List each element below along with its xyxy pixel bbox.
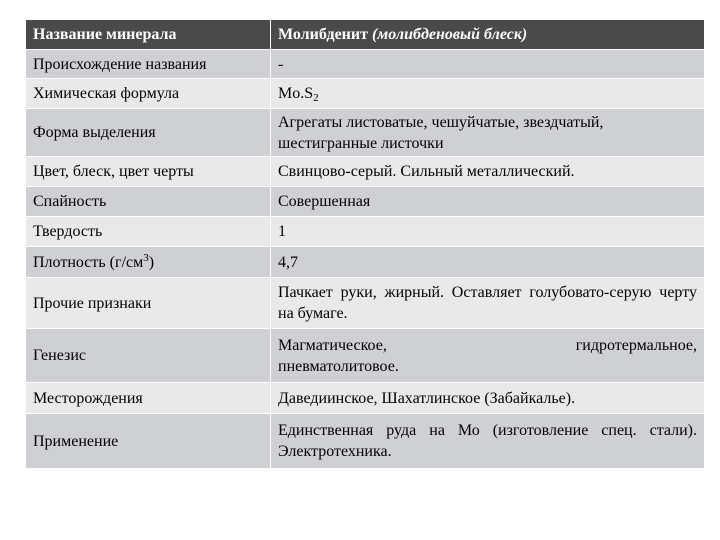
row-label: Применение [26, 414, 271, 469]
table-row [26, 79, 705, 109]
density-label: Плотность (г/см [33, 253, 144, 271]
mineral-alt-name: (молибденовый блеск) [371, 26, 528, 43]
row-value-formula [271, 79, 705, 109]
table-row [26, 247, 705, 278]
density-label-end: ) [148, 253, 155, 271]
row-label: Прочие признаки [26, 278, 271, 329]
table-row [26, 217, 705, 247]
table-row [26, 414, 705, 469]
header-cell-name-label: Название минерала [26, 20, 271, 50]
row-label: Твердость [26, 217, 271, 247]
row-label: Спайность [26, 187, 271, 217]
table-row [26, 383, 705, 414]
genesis-word: гидротермальное, [575, 336, 697, 354]
row-label-density [26, 247, 271, 278]
row-label: Генезис [26, 329, 271, 383]
table-row [26, 157, 705, 187]
row-label: Химическая формула [26, 79, 271, 109]
header-cell-mineral-name [271, 20, 705, 50]
row-value: Пачкает руки, жирный. Оставляет голубовато-серую черту на бумаге. [271, 278, 705, 329]
genesis-word: Магматическое, [278, 336, 387, 354]
row-label: Происхождение названия [26, 50, 271, 79]
row-value: Единственная руда на Мо (изготовление спец. стали). Электротехника. [271, 414, 705, 469]
mineral-table [25, 19, 705, 469]
row-value: Агрегаты листоватые, чешуйчатые, звездчатый, шестигранные листочки [271, 109, 705, 157]
table-row [26, 187, 705, 217]
table-row [26, 278, 705, 329]
row-value: Свинцово-серый. Сильный металлический. [271, 157, 705, 187]
row-value-genesis [271, 329, 705, 383]
row-label: Цвет, блеск, цвет черты [26, 157, 271, 187]
table-row [26, 50, 705, 79]
row-value: Совершенная [271, 187, 705, 217]
formula-subscript: 2 [313, 92, 319, 104]
row-value: - [271, 50, 705, 79]
row-value: 1 [271, 217, 705, 247]
genesis-line [278, 335, 697, 356]
row-value: Даведиинское, Шахатлинское (Забайкалье). [271, 383, 705, 414]
table-row [26, 109, 705, 157]
row-label: Форма выделения [26, 109, 271, 157]
mineral-name: Молибденит [278, 26, 372, 43]
row-label: Месторождения [26, 383, 271, 414]
genesis-word: пневматолитовое. [278, 357, 399, 375]
table-header-row [26, 20, 705, 50]
row-value: 4,7 [271, 247, 705, 278]
density-unit-superscript: 3 [143, 251, 149, 264]
formula-main: Mo.S [278, 85, 314, 102]
table-row [26, 329, 705, 383]
